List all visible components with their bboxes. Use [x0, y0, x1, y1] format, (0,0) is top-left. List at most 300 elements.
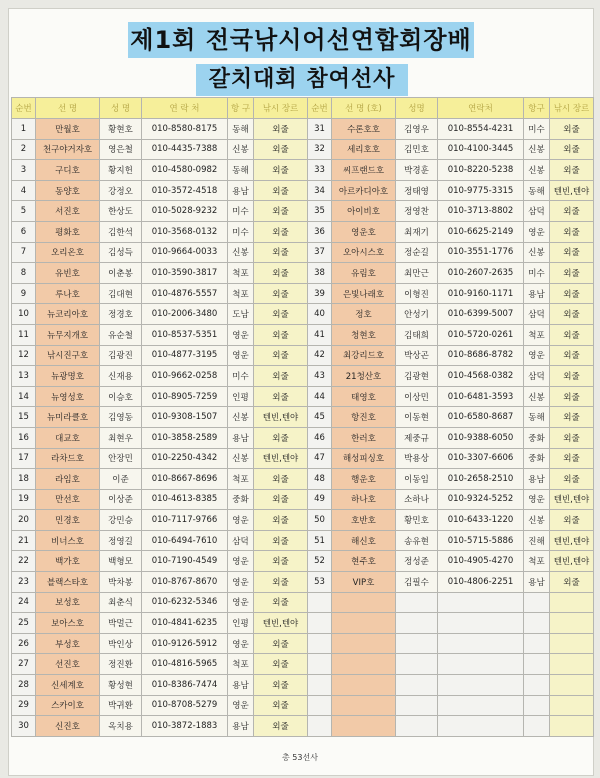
cell-genre: 외줄: [254, 366, 308, 387]
cell-phone: [438, 633, 524, 654]
header-cell: 항 구: [228, 98, 254, 119]
cell-ship-name: 선진호: [36, 654, 100, 675]
cell-phone: 010-7190-4549: [142, 551, 228, 572]
cell-ship-name: 보성호: [36, 592, 100, 613]
cell-phone: 010-6433-1220: [438, 510, 524, 531]
cell-port: 영운: [524, 345, 550, 366]
table-row: [12, 633, 594, 654]
cell-captain: 김영우: [396, 119, 438, 140]
participant-table: [11, 97, 594, 737]
cell-phone: 010-9160-1171: [438, 283, 524, 304]
cell-captain: 유순철: [100, 324, 142, 345]
cell-port: 영운: [524, 221, 550, 242]
cell-phone: 010-3307-6606: [438, 448, 524, 469]
cell-port: 척포: [524, 324, 550, 345]
cell-phone: 010-8686-8782: [438, 345, 524, 366]
cell-port: 신봉: [228, 448, 254, 469]
cell-captain: 김광현: [396, 366, 438, 387]
cell-genre: 외줄: [254, 180, 308, 201]
cell-captain: 백형모: [100, 551, 142, 572]
cell-number: 7: [12, 242, 36, 263]
cell-port: 척포: [228, 654, 254, 675]
cell-ship-name: 유빈호: [36, 263, 100, 284]
cell-genre: 외줄: [550, 263, 594, 284]
cell-port: 신봉: [228, 242, 254, 263]
cell-phone: 010-4876-5557: [142, 283, 228, 304]
cell-number: 36: [308, 221, 332, 242]
cell-captain: 박인상: [100, 633, 142, 654]
cell-genre: [550, 592, 594, 613]
table-row: [12, 716, 594, 737]
cell-port: 신봉: [524, 160, 550, 181]
cell-number: 52: [308, 551, 332, 572]
cell-number: 43: [308, 366, 332, 387]
cell-number: 2: [12, 139, 36, 160]
cell-phone: 010-4877-3195: [142, 345, 228, 366]
cell-captain: 김대현: [100, 283, 142, 304]
cell-captain: 정진환: [100, 654, 142, 675]
cell-phone: [438, 613, 524, 634]
cell-ship-name: 세리호호: [332, 139, 396, 160]
table-row: [12, 366, 594, 387]
cell-port: 삼덕: [524, 304, 550, 325]
cell-ship-name: 루나호: [36, 283, 100, 304]
cell-captain: 안성기: [396, 304, 438, 325]
cell-ship-name: 수론호호: [332, 119, 396, 140]
cell-phone: 010-3713-8802: [438, 201, 524, 222]
cell-number: 48: [308, 469, 332, 490]
cell-genre: 외줄: [254, 139, 308, 160]
table-row: [12, 654, 594, 675]
cell-phone: 010-4905-4270: [438, 551, 524, 572]
cell-port: 미수: [524, 263, 550, 284]
table-row: [12, 448, 594, 469]
header-cell: 낚시 장르: [550, 98, 594, 119]
cell-genre: 외줄: [550, 448, 594, 469]
cell-genre: 외줄: [550, 283, 594, 304]
cell-port: 진해: [524, 530, 550, 551]
cell-genre: 외줄: [254, 221, 308, 242]
header-cell: 선 명 (호): [332, 98, 396, 119]
cell-number: 10: [12, 304, 36, 325]
cell-phone: 010-2607-2635: [438, 263, 524, 284]
cell-genre: 외줄: [550, 160, 594, 181]
cell-number: 37: [308, 242, 332, 263]
cell-captain: 영은철: [100, 139, 142, 160]
cell-port: 동해: [524, 407, 550, 428]
cell-ship-name: 뉴코리아호: [36, 304, 100, 325]
cell-genre: 외줄: [254, 530, 308, 551]
cell-captain: 최현우: [100, 427, 142, 448]
cell-genre: 외줄: [550, 386, 594, 407]
cell-phone: [438, 675, 524, 696]
cell-port: 용남: [228, 427, 254, 448]
cell-port: 신봉: [524, 386, 550, 407]
cell-genre: 텐빈,텐야: [550, 489, 594, 510]
cell-phone: 010-8386-7474: [142, 675, 228, 696]
cell-phone: 010-9324-5252: [438, 489, 524, 510]
table-row: [12, 386, 594, 407]
cell-ship-name: 유림호: [332, 263, 396, 284]
cell-number: 14: [12, 386, 36, 407]
cell-phone: [438, 654, 524, 675]
cell-port: 미수: [524, 119, 550, 140]
cell-captain: [396, 613, 438, 634]
cell-genre: 외줄: [550, 324, 594, 345]
header-cell: 순번: [308, 98, 332, 119]
cell-ship-name: 블랙스타호: [36, 572, 100, 593]
cell-captain: 제중규: [396, 427, 438, 448]
cell-genre: 텐빈,텐야: [550, 551, 594, 572]
cell-genre: 텐빈,텐야: [254, 407, 308, 428]
cell-genre: 외줄: [550, 304, 594, 325]
header-cell: 선 명: [36, 98, 100, 119]
cell-ship-name: 뉴영성호: [36, 386, 100, 407]
cell-port: 신봉: [524, 510, 550, 531]
cell-genre: 외줄: [254, 263, 308, 284]
cell-captain: 김태희: [396, 324, 438, 345]
cell-ship-name: 만월호: [36, 119, 100, 140]
cell-ship-name: 민경호: [36, 510, 100, 531]
cell-ship-name: 뉴무지개호: [36, 324, 100, 345]
cell-genre: 외줄: [254, 572, 308, 593]
cell-phone: 010-6580-8687: [438, 407, 524, 428]
cell-captain: 박멀근: [100, 613, 142, 634]
table-row: [12, 407, 594, 428]
cell-phone: 010-4806-2251: [438, 572, 524, 593]
cell-captain: 정영길: [100, 530, 142, 551]
cell-captain: 이형진: [396, 283, 438, 304]
cell-number: 24: [12, 592, 36, 613]
cell-phone: 010-3551-1776: [438, 242, 524, 263]
cell-ship-name: 영운호: [332, 221, 396, 242]
cell-number: 20: [12, 510, 36, 531]
cell-genre: 외줄: [254, 489, 308, 510]
cell-phone: 010-2006-3480: [142, 304, 228, 325]
cell-captain: 황성현: [100, 675, 142, 696]
cell-ship-name: [332, 716, 396, 737]
header-cell: 순번: [12, 98, 36, 119]
cell-genre: 외줄: [254, 469, 308, 490]
cell-number: 8: [12, 263, 36, 284]
cell-captain: 김민호: [396, 139, 438, 160]
cell-genre: 외줄: [254, 427, 308, 448]
cell-ship-name: 하나호: [332, 489, 396, 510]
cell-ship-name: 최강리드호: [332, 345, 396, 366]
cell-phone: 010-3858-2589: [142, 427, 228, 448]
table-row: [12, 695, 594, 716]
cell-genre: 외줄: [550, 469, 594, 490]
cell-ship-name: 구디호: [36, 160, 100, 181]
cell-ship-name: 동양호: [36, 180, 100, 201]
cell-phone: 010-8667-8696: [142, 469, 228, 490]
cell-phone: 010-4568-0382: [438, 366, 524, 387]
cell-ship-name: 백가호: [36, 551, 100, 572]
cell-captain: 박귀환: [100, 695, 142, 716]
cell-number: 31: [308, 119, 332, 140]
cell-port: 삼덕: [228, 530, 254, 551]
cell-genre: 외줄: [254, 242, 308, 263]
cell-number: 41: [308, 324, 332, 345]
cell-number: 50: [308, 510, 332, 531]
cell-port: 인평: [228, 613, 254, 634]
cell-phone: 010-8767-8670: [142, 572, 228, 593]
cell-captain: 정경호: [100, 304, 142, 325]
cell-number: 12: [12, 345, 36, 366]
cell-genre: 외줄: [550, 242, 594, 263]
title-line-2: 갈치대회 참여선사: [196, 64, 408, 96]
cell-phone: 010-8554-4231: [438, 119, 524, 140]
cell-number: 40: [308, 304, 332, 325]
cell-phone: 010-4100-3445: [438, 139, 524, 160]
table-row: [12, 201, 594, 222]
cell-port: 신봉: [228, 139, 254, 160]
header-cell: 성 명: [100, 98, 142, 119]
cell-port: 중화: [524, 427, 550, 448]
cell-genre: 외줄: [550, 221, 594, 242]
cell-number: 16: [12, 427, 36, 448]
cell-number: [308, 716, 332, 737]
table-row: [12, 551, 594, 572]
cell-phone: 010-6399-5007: [438, 304, 524, 325]
cell-ship-name: [332, 592, 396, 613]
cell-ship-name: 스카이호: [36, 695, 100, 716]
cell-captain: 이상준: [100, 489, 142, 510]
cell-number: 32: [308, 139, 332, 160]
cell-captain: 황현호: [100, 119, 142, 140]
cell-number: [308, 654, 332, 675]
cell-ship-name: 뉴광명호: [36, 366, 100, 387]
cell-number: 9: [12, 283, 36, 304]
cell-captain: 정태영: [396, 180, 438, 201]
cell-number: [308, 695, 332, 716]
cell-ship-name: 해신호: [332, 530, 396, 551]
cell-phone: 010-7117-9766: [142, 510, 228, 531]
cell-phone: 010-3568-0132: [142, 221, 228, 242]
cell-number: 34: [308, 180, 332, 201]
cell-genre: 텐빈,텐야: [254, 448, 308, 469]
cell-ship-name: 현주호: [332, 551, 396, 572]
cell-ship-name: 해성피싱호: [332, 448, 396, 469]
cell-number: 15: [12, 407, 36, 428]
cell-captain: 정순길: [396, 242, 438, 263]
cell-port: 영운: [228, 510, 254, 531]
cell-captain: 소하나: [396, 489, 438, 510]
cell-genre: 외줄: [254, 716, 308, 737]
cell-captain: [396, 675, 438, 696]
cell-phone: 010-4841-6235: [142, 613, 228, 634]
cell-port: 영운: [228, 551, 254, 572]
table-row: [12, 427, 594, 448]
cell-phone: 010-5720-0261: [438, 324, 524, 345]
cell-captain: 박경훈: [396, 160, 438, 181]
cell-phone: 010-3590-3817: [142, 263, 228, 284]
cell-phone: [438, 592, 524, 613]
cell-number: 33: [308, 160, 332, 181]
cell-port: 미수: [228, 221, 254, 242]
header-cell: 낚시 장르: [254, 98, 308, 119]
cell-ship-name: 호반호: [332, 510, 396, 531]
cell-ship-name: 뉴미라클호: [36, 407, 100, 428]
cell-ship-name: [332, 675, 396, 696]
table-row: [12, 242, 594, 263]
cell-phone: 010-5028-9232: [142, 201, 228, 222]
cell-number: 19: [12, 489, 36, 510]
cell-number: 27: [12, 654, 36, 675]
cell-number: 49: [308, 489, 332, 510]
cell-port: 미수: [228, 201, 254, 222]
cell-phone: [438, 716, 524, 737]
cell-ship-name: [332, 633, 396, 654]
cell-genre: 외줄: [254, 201, 308, 222]
cell-ship-name: 항진호: [332, 407, 396, 428]
cell-genre: 외줄: [254, 592, 308, 613]
cell-number: 45: [308, 407, 332, 428]
cell-port: 척포: [228, 469, 254, 490]
cell-phone: 010-8905-7259: [142, 386, 228, 407]
cell-captain: 박차봉: [100, 572, 142, 593]
cell-ship-name: 평화호: [36, 221, 100, 242]
cell-port: 동해: [228, 119, 254, 140]
cell-port: 영운: [228, 324, 254, 345]
cell-phone: 010-3572-4518: [142, 180, 228, 201]
cell-ship-name: 천구야거자호: [36, 139, 100, 160]
title-line-1: 제1회 전국낚시어선연합회장배: [128, 22, 474, 58]
cell-genre: 외줄: [550, 572, 594, 593]
cell-port: 인평: [228, 386, 254, 407]
cell-captain: [396, 654, 438, 675]
cell-number: 13: [12, 366, 36, 387]
cell-port: [524, 695, 550, 716]
cell-number: 18: [12, 469, 36, 490]
cell-phone: 010-4580-0982: [142, 160, 228, 181]
cell-port: 삼덕: [524, 366, 550, 387]
cell-ship-name: 보아스호: [36, 613, 100, 634]
cell-captain: 이준: [100, 469, 142, 490]
cell-ship-name: 라임호: [36, 469, 100, 490]
cell-number: [308, 675, 332, 696]
cell-phone: 010-4816-5965: [142, 654, 228, 675]
table-row: [12, 304, 594, 325]
cell-number: 35: [308, 201, 332, 222]
cell-ship-name: 은빛나래호: [332, 283, 396, 304]
cell-number: [308, 633, 332, 654]
cell-number: 4: [12, 180, 36, 201]
cell-number: 47: [308, 448, 332, 469]
cell-ship-name: 청현호: [332, 324, 396, 345]
cell-phone: 010-9388-6050: [438, 427, 524, 448]
cell-captain: 김필수: [396, 572, 438, 593]
cell-ship-name: 낚시진구호: [36, 345, 100, 366]
cell-captain: 황지헌: [100, 160, 142, 181]
table-row: [12, 489, 594, 510]
cell-genre: 외줄: [254, 345, 308, 366]
cell-port: 중화: [524, 448, 550, 469]
cell-genre: [550, 675, 594, 696]
cell-captain: 박상곤: [396, 345, 438, 366]
cell-number: 29: [12, 695, 36, 716]
cell-number: 21: [12, 530, 36, 551]
cell-port: 동해: [228, 160, 254, 181]
cell-captain: [396, 592, 438, 613]
table-row: [12, 119, 594, 140]
cell-captain: 박용상: [396, 448, 438, 469]
cell-phone: 010-9664-0033: [142, 242, 228, 263]
cell-genre: 외줄: [254, 119, 308, 140]
cell-ship-name: 오아시스호: [332, 242, 396, 263]
cell-number: 44: [308, 386, 332, 407]
cell-phone: 010-2250-4342: [142, 448, 228, 469]
cell-genre: 외줄: [550, 119, 594, 140]
cell-ship-name: 씨프랜드호: [332, 160, 396, 181]
cell-genre: 외줄: [550, 366, 594, 387]
cell-captain: 안장민: [100, 448, 142, 469]
cell-genre: 외줄: [254, 510, 308, 531]
cell-port: 영운: [228, 572, 254, 593]
cell-port: [524, 592, 550, 613]
cell-captain: 김성득: [100, 242, 142, 263]
cell-number: 6: [12, 221, 36, 242]
cell-port: 영운: [228, 345, 254, 366]
cell-captain: [396, 716, 438, 737]
cell-phone: [438, 695, 524, 716]
cell-captain: [396, 633, 438, 654]
cell-ship-name: 라차드호: [36, 448, 100, 469]
cell-port: 삼덕: [524, 201, 550, 222]
cell-genre: 외줄: [550, 427, 594, 448]
cell-genre: 외줄: [550, 407, 594, 428]
cell-genre: 텐빈,텐야: [550, 180, 594, 201]
cell-captain: 강정오: [100, 180, 142, 201]
cell-ship-name: 오리온호: [36, 242, 100, 263]
cell-number: 30: [12, 716, 36, 737]
cell-number: [308, 613, 332, 634]
cell-phone: 010-3872-1883: [142, 716, 228, 737]
cell-number: 3: [12, 160, 36, 181]
cell-ship-name: [332, 654, 396, 675]
cell-genre: [550, 654, 594, 675]
cell-genre: [550, 716, 594, 737]
cell-captain: 이동임: [396, 469, 438, 490]
cell-number: 39: [308, 283, 332, 304]
cell-ship-name: 대교호: [36, 427, 100, 448]
cell-port: 신봉: [228, 407, 254, 428]
cell-captain: 정영찬: [396, 201, 438, 222]
cell-phone: 010-8580-8175: [142, 119, 228, 140]
cell-number: 11: [12, 324, 36, 345]
cell-genre: 외줄: [254, 160, 308, 181]
cell-port: 척포: [524, 551, 550, 572]
cell-phone: 010-9662-0258: [142, 366, 228, 387]
cell-number: 25: [12, 613, 36, 634]
cell-phone: 010-8537-5351: [142, 324, 228, 345]
cell-port: 척포: [228, 263, 254, 284]
cell-port: 도남: [228, 304, 254, 325]
cell-ship-name: 한러호: [332, 427, 396, 448]
cell-genre: 텐빈,텐야: [550, 530, 594, 551]
cell-genre: 외줄: [254, 386, 308, 407]
cell-phone: 010-9308-1507: [142, 407, 228, 428]
cell-phone: 010-8220-5238: [438, 160, 524, 181]
table-row: [12, 592, 594, 613]
cell-phone: 010-8708-5279: [142, 695, 228, 716]
cell-ship-name: 행운호: [332, 469, 396, 490]
cell-ship-name: 만선호: [36, 489, 100, 510]
cell-captain: 신재용: [100, 366, 142, 387]
cell-number: 46: [308, 427, 332, 448]
cell-number: 42: [308, 345, 332, 366]
cell-number: 53: [308, 572, 332, 593]
